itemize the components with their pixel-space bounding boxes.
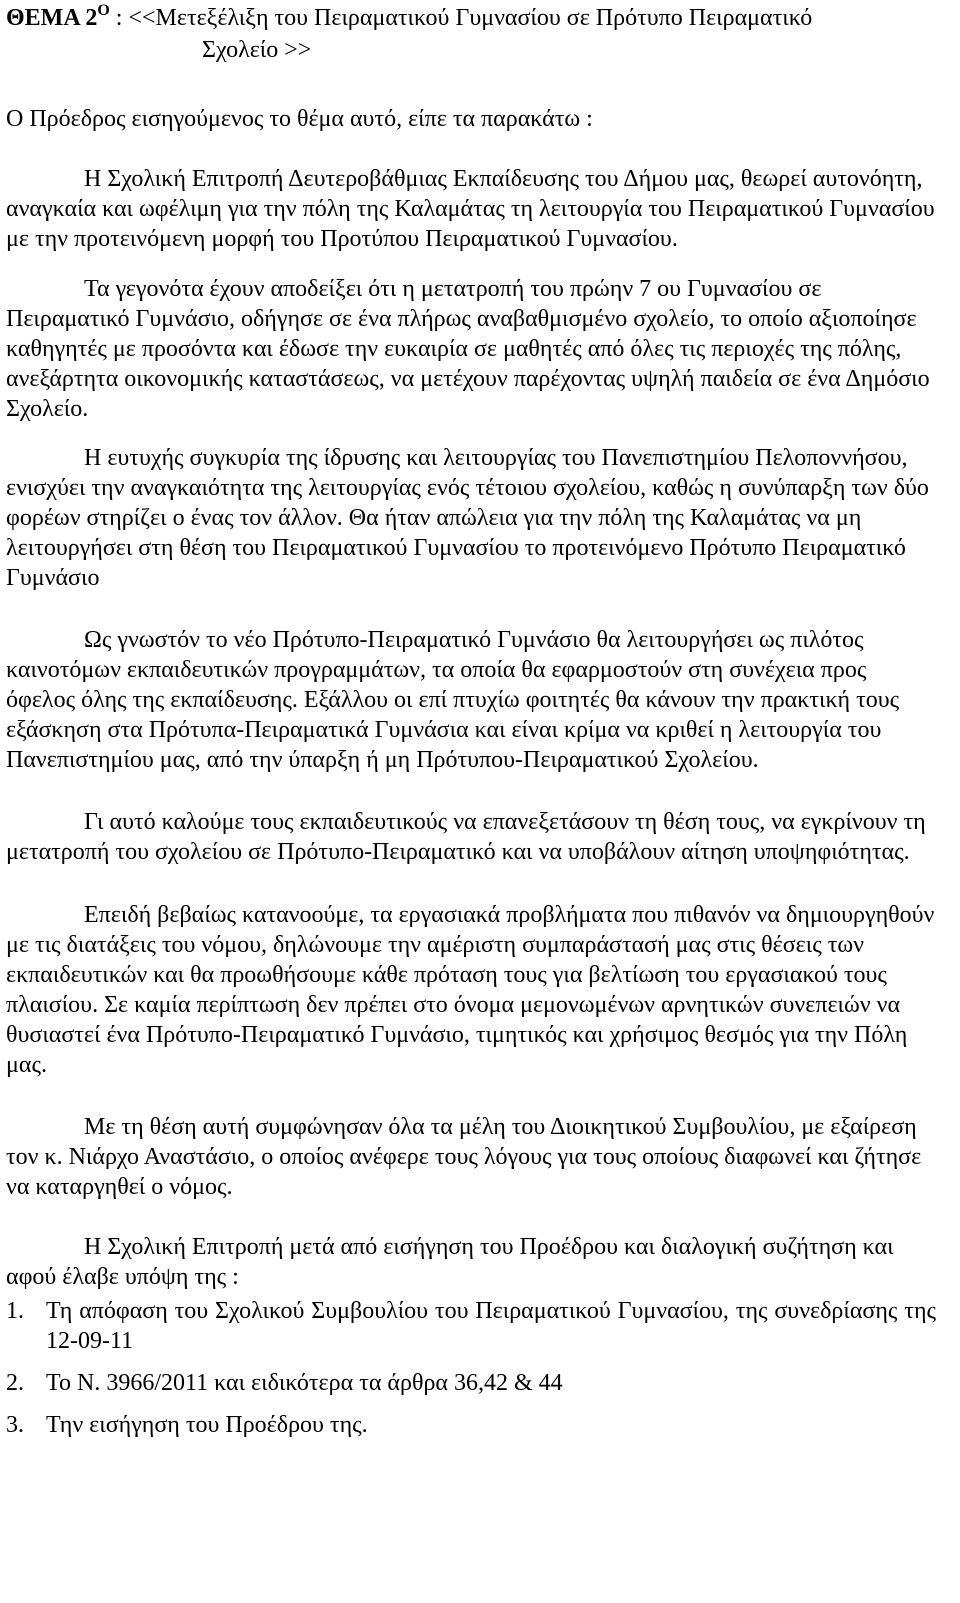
list-item-text: Την εισήγηση του Προέδρου της. <box>46 1412 368 1438</box>
list-item-number: 1. <box>6 1298 24 1324</box>
list-item <box>6 1368 936 1398</box>
list-item <box>6 1296 936 1356</box>
topic-number: ΘΕΜΑ 2 <box>6 5 98 31</box>
topic-number-superscript: Ο <box>97 2 110 19</box>
intro-line: Ο Πρόεδρος εισηγούμενος το θέμα αυτό, είπε τα παρακάτω : <box>6 106 593 132</box>
paragraph-labour-issues: Επειδή βεβαίως κατανοούμε, τα εργασιακά προβλήματα που πιθανόν να δημιουργηθούν με τις διατάξεις του νόμου, δηλώνουμε την αμέριστη συμπαράστασή μας στις θέσεις των εκπαιδευτικών και θα προωθήσουμε κάθε πρόταση τους για βελτίωση του εργασιακού τους πλαισίου. Σε καμία περίπτωση δεν πρέπει στο όνομα μεμονωμένων αρνητικών συνεπειών να θυσιαστεί ένα Πρότυπο-Πειραματικό Γυμνάσιο, τιμητικός και χρήσιμος θεσμός για την Πόλη μας. <box>6 902 935 1078</box>
considerations-list <box>6 1296 936 1440</box>
paragraph-university: Η ευτυχής συγκυρία της ίδρυσης και λειτουργίας του Πανεπιστημίου Πελοποννήσου, ενισχύει την αναγκαιότητα της λειτουργίας ενός τέτοιου σχολείου, καθώς η συνύπαρξη των δύο φορέων στηρίζει ο ένας τον άλλον. Θα ήταν απώλεια για την πόλη της Καλαμάτας να μη λειτουργήσει στη θέση του Πειραματικού Γυμνασίου το προτεινόμενο Πρότυπο Πειραματικό Γυμνάσιο <box>6 445 929 591</box>
paragraph-board-agreement: Με τη θέση αυτή συμφώνησαν όλα τα μέλη του Διοικητικού Συμβουλίου, με εξαίρεση τον κ. Νιάρχο Αναστάσιο, ο οποίος ανέφερε τους λόγους για τους οποίους διαφωνεί και ζήτησε να καταργηθεί ο νόμος. <box>6 1114 922 1200</box>
list-item <box>6 1410 936 1440</box>
list-item-number: 3. <box>6 1412 24 1438</box>
topic-heading <box>6 2 936 66</box>
topic-title-line-2: Σχολείο >> <box>202 37 312 63</box>
paragraph-committee-opinion: Η Σχολική Επιτροπή Δευτεροβάθμιας Εκπαίδευσης του Δήμου μας, θεωρεί αυτονόητη, αναγκαία και ωφέλιμη για την πόλη της Καλαμάτας τη λειτουργία του Πειραματικού Γυμνασίου με την προτεινόμενη μορφή του Προτύπου Πειραματικού Γυμνασίου. <box>6 166 935 252</box>
topic-title-line-1: : <<Μετεξέλιξη του Πειραματικού Γυμνασίου σε Πρότυπο Πειραματικό <box>109 5 813 31</box>
paragraph-pilot-school: Ως γνωστόν το νέο Πρότυπο-Πειραματικό Γυμνάσιο θα λειτουργήσει ως πιλότος καινοτόμων εκπαιδευτικών προγραμμάτων, τα οποία θα εφαρμοστούν στη συνέχεια προς όφελος όλης της εκπαίδευσης. Εξάλλου οι επί πτυχίω φοιτητές θα κάνουν την πρακτική τους εξάσκηση στα Πρότυπα-Πειραματικά Γυμνάσια και είναι κρίμα να κριθεί η λειτουργία του Πανεπιστημίου μας, από την ύπαρξη ή μη Πρότυπου-Πειραματικού Σχολείου. <box>6 627 900 773</box>
paragraph-facts: Τα γεγονότα έχουν αποδείξει ότι η μετατροπή του πρώην 7 ου Γυμνασίου σε Πειραματικό Γυμνάσιο, οδήγησε σε ένα πλήρως αναβαθμισμένο σχολείο, το οποίο αξιοποίησε καθηγητές με προσόντα και έδωσε την ευκαιρία σε μαθητές από όλες τις περιοχές της πόλης, ανεξάρτητα οικονομικής καταστάσεως, να μετέχουν παρέχοντας υψηλή παιδεία σε ένα Δημόσιο Σχολείο. <box>6 276 930 422</box>
list-item-text: Τη απόφαση του Σχολικού Συμβουλίου του Πειραματικού Γυμνασίου, της συνεδρίασης της 12-09-11 <box>46 1298 936 1354</box>
list-item-number: 2. <box>6 1370 24 1396</box>
paragraph-committee-decision: Η Σχολική Επιτροπή μετά από εισήγηση του Προέδρου και διαλογική συζήτηση και αφού έλαβε υπόψη της : <box>6 1234 894 1290</box>
list-item-text: Το Ν. 3966/2011 και ειδικότερα τα άρθρα 36,42 & 44 <box>46 1370 563 1396</box>
paragraph-call-to-teachers: Γι αυτό καλούμε τους εκπαιδευτικούς να επανεξετάσουν τη θέση τους, να εγκρίνουν τη μετατροπή του σχολείου σε Πρότυπο-Πειραματικό και να υποβάλουν αίτηση υποψηφιότητας. <box>6 809 926 865</box>
document-page <box>6 2 936 1452</box>
